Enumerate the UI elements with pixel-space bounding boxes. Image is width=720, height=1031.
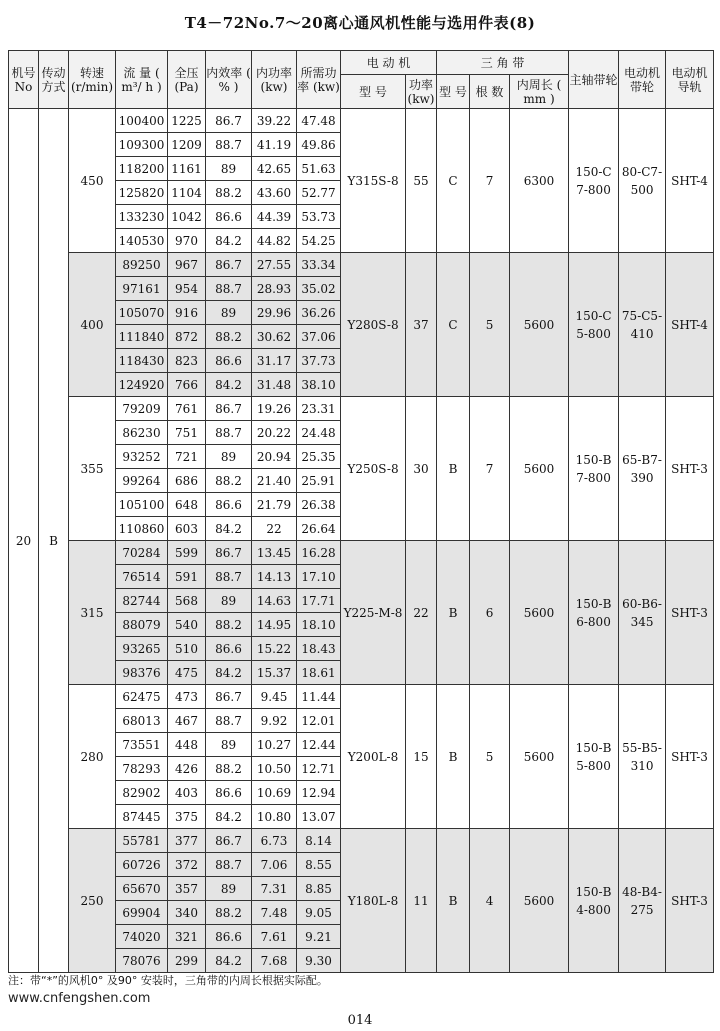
cell-internal-power: 19.26 [252, 397, 297, 421]
cell-flow: 99264 [116, 469, 168, 493]
cell-required-power: 11.44 [297, 685, 341, 709]
cell-required-power: 9.21 [297, 925, 341, 949]
cell-belt-count: 7 [470, 397, 510, 541]
cell-belt-length: 6300 [510, 109, 569, 253]
cell-motor-pulley: 75-C5- 410 [619, 253, 666, 397]
fan-performance-table [8, 50, 714, 973]
cell-pressure: 1104 [168, 181, 206, 205]
cell-pressure: 761 [168, 397, 206, 421]
cell-pressure: 510 [168, 637, 206, 661]
cell-required-power: 52.77 [297, 181, 341, 205]
cell-motor-pulley: 55-B5- 310 [619, 685, 666, 829]
cell-efficiency: 84.2 [206, 949, 252, 973]
cell-efficiency: 89 [206, 445, 252, 469]
cell-efficiency: 88.7 [206, 277, 252, 301]
cell-internal-power: 15.22 [252, 637, 297, 661]
header-flow: 流 量 ( m³/ h ) [116, 51, 168, 109]
cell-belt-type: B [437, 685, 470, 829]
cell-flow: 88079 [116, 613, 168, 637]
cell-motor-model: Y180L-8 [341, 829, 406, 973]
cell-required-power: 24.48 [297, 421, 341, 445]
cell-flow: 110860 [116, 517, 168, 541]
cell-internal-power: 29.96 [252, 301, 297, 325]
cell-efficiency: 86.6 [206, 637, 252, 661]
header-internal-power: 内功率 (kw) [252, 51, 297, 109]
cell-required-power: 12.94 [297, 781, 341, 805]
cell-efficiency: 88.7 [206, 565, 252, 589]
cell-motor-pulley: 65-B7- 390 [619, 397, 666, 541]
cell-required-power: 38.10 [297, 373, 341, 397]
cell-efficiency: 86.7 [206, 253, 252, 277]
table-row [9, 685, 714, 709]
cell-drive-type: B [39, 109, 69, 973]
cell-required-power: 13.07 [297, 805, 341, 829]
cell-pressure: 568 [168, 589, 206, 613]
header-motor-group: 电 动 机 [341, 51, 437, 75]
cell-speed: 250 [69, 829, 116, 973]
cell-internal-power: 10.69 [252, 781, 297, 805]
cell-required-power: 18.61 [297, 661, 341, 685]
cell-internal-power: 21.40 [252, 469, 297, 493]
cell-pressure: 467 [168, 709, 206, 733]
cell-flow: 69904 [116, 901, 168, 925]
cell-flow: 109300 [116, 133, 168, 157]
cell-motor-model: Y225-M-8 [341, 541, 406, 685]
cell-pressure: 970 [168, 229, 206, 253]
header-drive: 传动方式 [39, 51, 69, 109]
header-pressure: 全压 (Pa) [168, 51, 206, 109]
cell-flow: 78293 [116, 757, 168, 781]
cell-belt-type: B [437, 829, 470, 973]
cell-efficiency: 86.6 [206, 205, 252, 229]
cell-motor-rail: SHT-3 [666, 541, 714, 685]
cell-required-power: 36.26 [297, 301, 341, 325]
cell-belt-type: B [437, 397, 470, 541]
table-body [9, 109, 714, 973]
cell-fan-no: 20 [9, 109, 39, 973]
cell-pressure: 648 [168, 493, 206, 517]
cell-belt-count: 7 [470, 109, 510, 253]
cell-flow: 62475 [116, 685, 168, 709]
cell-belt-count: 5 [470, 253, 510, 397]
cell-flow: 78076 [116, 949, 168, 973]
cell-internal-power: 27.55 [252, 253, 297, 277]
cell-flow: 125820 [116, 181, 168, 205]
cell-required-power: 12.44 [297, 733, 341, 757]
table-row [9, 109, 714, 133]
cell-pressure: 377 [168, 829, 206, 853]
cell-efficiency: 88.2 [206, 325, 252, 349]
cell-flow: 124920 [116, 373, 168, 397]
cell-internal-power: 22 [252, 517, 297, 541]
cell-belt-count: 5 [470, 685, 510, 829]
header-model-no: 机号 No [9, 51, 39, 109]
cell-pressure: 357 [168, 877, 206, 901]
cell-main-pulley: 150-B 4-800 [569, 829, 619, 973]
cell-main-pulley: 150-B 7-800 [569, 397, 619, 541]
cell-motor-rail: SHT-4 [666, 109, 714, 253]
cell-flow: 140530 [116, 229, 168, 253]
cell-internal-power: 13.45 [252, 541, 297, 565]
cell-required-power: 25.35 [297, 445, 341, 469]
cell-required-power: 26.38 [297, 493, 341, 517]
cell-belt-length: 5600 [510, 397, 569, 541]
cell-belt-length: 5600 [510, 541, 569, 685]
cell-belt-count: 6 [470, 541, 510, 685]
table-row [9, 829, 714, 853]
cell-pressure: 751 [168, 421, 206, 445]
cell-internal-power: 39.22 [252, 109, 297, 133]
cell-required-power: 25.91 [297, 469, 341, 493]
cell-pressure: 1209 [168, 133, 206, 157]
cell-pressure: 375 [168, 805, 206, 829]
cell-required-power: 26.64 [297, 517, 341, 541]
cell-belt-length: 5600 [510, 253, 569, 397]
cell-flow: 70284 [116, 541, 168, 565]
header-belt-group: 三 角 带 [437, 51, 569, 75]
cell-flow: 105070 [116, 301, 168, 325]
cell-speed: 450 [69, 109, 116, 253]
cell-efficiency: 89 [206, 589, 252, 613]
cell-flow: 118200 [116, 157, 168, 181]
cell-efficiency: 86.7 [206, 397, 252, 421]
cell-main-pulley: 150-C 7-800 [569, 109, 619, 253]
cell-internal-power: 31.48 [252, 373, 297, 397]
cell-required-power: 17.10 [297, 565, 341, 589]
cell-pressure: 823 [168, 349, 206, 373]
cell-motor-pulley: 60-B6- 345 [619, 541, 666, 685]
cell-pressure: 766 [168, 373, 206, 397]
header-belt-count: 根 数 [470, 75, 510, 109]
cell-pressure: 591 [168, 565, 206, 589]
cell-flow: 133230 [116, 205, 168, 229]
page-title: T4－72No.7～20离心通风机性能与选用件表(8) [184, 14, 536, 32]
cell-required-power: 12.01 [297, 709, 341, 733]
cell-required-power: 18.10 [297, 613, 341, 637]
cell-pressure: 540 [168, 613, 206, 637]
cell-speed: 400 [69, 253, 116, 397]
cell-main-pulley: 150-B 5-800 [569, 685, 619, 829]
cell-internal-power: 20.22 [252, 421, 297, 445]
cell-efficiency: 88.2 [206, 901, 252, 925]
cell-flow: 73551 [116, 733, 168, 757]
cell-motor-rail: SHT-3 [666, 397, 714, 541]
cell-internal-power: 31.17 [252, 349, 297, 373]
cell-efficiency: 84.2 [206, 805, 252, 829]
cell-motor-rail: SHT-3 [666, 685, 714, 829]
cell-motor-rail: SHT-4 [666, 253, 714, 397]
cell-pressure: 372 [168, 853, 206, 877]
cell-internal-power: 15.37 [252, 661, 297, 685]
cell-belt-count: 4 [470, 829, 510, 973]
cell-flow: 76514 [116, 565, 168, 589]
cell-pressure: 321 [168, 925, 206, 949]
cell-motor-power: 30 [406, 397, 437, 541]
cell-flow: 100400 [116, 109, 168, 133]
cell-pressure: 599 [168, 541, 206, 565]
cell-efficiency: 84.2 [206, 373, 252, 397]
cell-required-power: 17.71 [297, 589, 341, 613]
cell-internal-power: 9.45 [252, 685, 297, 709]
header-belt-length: 内周长 ( mm ) [510, 75, 569, 109]
cell-internal-power: 44.82 [252, 229, 297, 253]
cell-efficiency: 89 [206, 733, 252, 757]
cell-motor-model: Y200L-8 [341, 685, 406, 829]
header-belt-type: 型 号 [437, 75, 470, 109]
table-row [9, 541, 714, 565]
cell-flow: 93252 [116, 445, 168, 469]
cell-flow: 89250 [116, 253, 168, 277]
cell-internal-power: 7.06 [252, 853, 297, 877]
header-motor-rail: 电动机导轨 [666, 51, 714, 109]
cell-flow: 65670 [116, 877, 168, 901]
cell-internal-power: 9.92 [252, 709, 297, 733]
cell-pressure: 954 [168, 277, 206, 301]
cell-required-power: 9.05 [297, 901, 341, 925]
header-motor-model: 型 号 [341, 75, 406, 109]
cell-motor-power: 37 [406, 253, 437, 397]
cell-motor-power: 15 [406, 685, 437, 829]
cell-pressure: 426 [168, 757, 206, 781]
table-row [9, 397, 714, 421]
cell-internal-power: 10.27 [252, 733, 297, 757]
cell-efficiency: 89 [206, 157, 252, 181]
cell-efficiency: 86.6 [206, 925, 252, 949]
cell-required-power: 16.28 [297, 541, 341, 565]
cell-pressure: 603 [168, 517, 206, 541]
header-motor-power: 功率 (kw) [406, 75, 437, 109]
cell-required-power: 37.73 [297, 349, 341, 373]
cell-efficiency: 86.7 [206, 541, 252, 565]
cell-flow: 93265 [116, 637, 168, 661]
cell-pressure: 473 [168, 685, 206, 709]
page-number: 014 [347, 1013, 373, 1028]
cell-efficiency: 88.2 [206, 757, 252, 781]
cell-required-power: 33.34 [297, 253, 341, 277]
cell-flow: 97161 [116, 277, 168, 301]
cell-belt-type: B [437, 541, 470, 685]
cell-belt-length: 5600 [510, 829, 569, 973]
cell-motor-power: 22 [406, 541, 437, 685]
cell-efficiency: 86.6 [206, 781, 252, 805]
cell-internal-power: 14.63 [252, 589, 297, 613]
cell-required-power: 37.06 [297, 325, 341, 349]
cell-motor-power: 55 [406, 109, 437, 253]
cell-main-pulley: 150-C 5-800 [569, 253, 619, 397]
cell-speed: 355 [69, 397, 116, 541]
cell-belt-type: C [437, 109, 470, 253]
cell-pressure: 1042 [168, 205, 206, 229]
cell-flow: 87445 [116, 805, 168, 829]
cell-efficiency: 88.7 [206, 133, 252, 157]
cell-pressure: 916 [168, 301, 206, 325]
cell-internal-power: 28.93 [252, 277, 297, 301]
cell-efficiency: 86.7 [206, 685, 252, 709]
cell-efficiency: 89 [206, 877, 252, 901]
cell-flow: 118430 [116, 349, 168, 373]
cell-flow: 111840 [116, 325, 168, 349]
cell-speed: 280 [69, 685, 116, 829]
cell-pressure: 1161 [168, 157, 206, 181]
cell-pressure: 872 [168, 325, 206, 349]
cell-efficiency: 86.7 [206, 109, 252, 133]
cell-motor-model: Y250S-8 [341, 397, 406, 541]
cell-efficiency: 88.7 [206, 421, 252, 445]
cell-flow: 82902 [116, 781, 168, 805]
cell-efficiency: 88.2 [206, 181, 252, 205]
cell-pressure: 340 [168, 901, 206, 925]
cell-internal-power: 43.60 [252, 181, 297, 205]
cell-belt-type: C [437, 253, 470, 397]
cell-flow: 98376 [116, 661, 168, 685]
cell-required-power: 53.73 [297, 205, 341, 229]
cell-main-pulley: 150-B 6-800 [569, 541, 619, 685]
cell-pressure: 686 [168, 469, 206, 493]
cell-flow: 82744 [116, 589, 168, 613]
cell-pressure: 448 [168, 733, 206, 757]
header-required-power: 所需功率 (kw) [297, 51, 341, 109]
cell-flow: 74020 [116, 925, 168, 949]
cell-flow: 105100 [116, 493, 168, 517]
cell-internal-power: 10.50 [252, 757, 297, 781]
cell-motor-pulley: 80-C7- 500 [619, 109, 666, 253]
cell-internal-power: 42.65 [252, 157, 297, 181]
cell-motor-power: 11 [406, 829, 437, 973]
cell-motor-model: Y315S-8 [341, 109, 406, 253]
header-main-pulley: 主轴带轮 [569, 51, 619, 109]
cell-speed: 315 [69, 541, 116, 685]
cell-efficiency: 84.2 [206, 661, 252, 685]
cell-motor-pulley: 48-B4- 275 [619, 829, 666, 973]
cell-internal-power: 30.62 [252, 325, 297, 349]
cell-internal-power: 14.95 [252, 613, 297, 637]
cell-pressure: 403 [168, 781, 206, 805]
cell-internal-power: 7.61 [252, 925, 297, 949]
cell-efficiency: 88.2 [206, 469, 252, 493]
cell-internal-power: 44.39 [252, 205, 297, 229]
cell-internal-power: 7.31 [252, 877, 297, 901]
cell-motor-rail: SHT-3 [666, 829, 714, 973]
cell-required-power: 18.43 [297, 637, 341, 661]
table-row [9, 253, 714, 277]
cell-pressure: 721 [168, 445, 206, 469]
header-speed: 转速 (r/min) [69, 51, 116, 109]
cell-efficiency: 88.7 [206, 853, 252, 877]
cell-internal-power: 21.79 [252, 493, 297, 517]
header-efficiency: 内效率 ( % ) [206, 51, 252, 109]
cell-required-power: 8.85 [297, 877, 341, 901]
cell-pressure: 967 [168, 253, 206, 277]
cell-required-power: 51.63 [297, 157, 341, 181]
footnote: 注：带“*”的风机0° 及90° 安装时，三角带的内周长根据实际配。 [8, 974, 328, 987]
cell-efficiency: 89 [206, 301, 252, 325]
cell-required-power: 12.71 [297, 757, 341, 781]
cell-internal-power: 20.94 [252, 445, 297, 469]
cell-required-power: 35.02 [297, 277, 341, 301]
cell-flow: 68013 [116, 709, 168, 733]
cell-required-power: 49.86 [297, 133, 341, 157]
cell-required-power: 8.14 [297, 829, 341, 853]
cell-required-power: 8.55 [297, 853, 341, 877]
cell-required-power: 54.25 [297, 229, 341, 253]
cell-required-power: 47.48 [297, 109, 341, 133]
cell-belt-length: 5600 [510, 685, 569, 829]
cell-internal-power: 6.73 [252, 829, 297, 853]
cell-internal-power: 14.13 [252, 565, 297, 589]
cell-motor-model: Y280S-8 [341, 253, 406, 397]
cell-internal-power: 10.80 [252, 805, 297, 829]
cell-efficiency: 88.2 [206, 613, 252, 637]
cell-required-power: 23.31 [297, 397, 341, 421]
cell-required-power: 9.30 [297, 949, 341, 973]
cell-efficiency: 86.6 [206, 349, 252, 373]
cell-efficiency: 88.7 [206, 709, 252, 733]
cell-flow: 55781 [116, 829, 168, 853]
website-url: www.cnfengshen.com [8, 991, 151, 1006]
cell-flow: 60726 [116, 853, 168, 877]
cell-flow: 79209 [116, 397, 168, 421]
cell-efficiency: 86.6 [206, 493, 252, 517]
cell-internal-power: 7.48 [252, 901, 297, 925]
cell-flow: 86230 [116, 421, 168, 445]
cell-efficiency: 86.7 [206, 829, 252, 853]
cell-pressure: 475 [168, 661, 206, 685]
cell-pressure: 1225 [168, 109, 206, 133]
cell-efficiency: 84.2 [206, 517, 252, 541]
cell-pressure: 299 [168, 949, 206, 973]
cell-internal-power: 7.68 [252, 949, 297, 973]
cell-efficiency: 84.2 [206, 229, 252, 253]
header-motor-pulley: 电动机带轮 [619, 51, 666, 109]
cell-internal-power: 41.19 [252, 133, 297, 157]
